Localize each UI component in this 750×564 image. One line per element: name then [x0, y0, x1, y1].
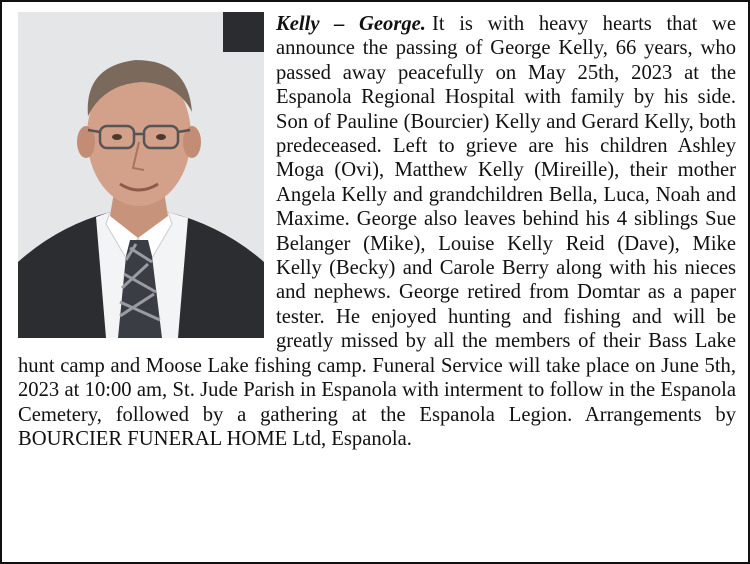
portrait-illustration: [18, 12, 264, 338]
background-dark-corner: [223, 12, 264, 52]
obituary-body: It is with heavy hearts that we announce the passing of George Kelly, 66 years, who passed away peacefully on May 25th, 2023 at the Espanola Regional Hospital with family by his side. Son of Pauline (Bourcier) Kelly and Gerard Kelly, both predeceased. Left to grieve are his children Ashley Moga (Ovi), Matthew Kelly (Mireille), their mother Angela Kelly and grandchildren Bella, Luca, Noah and Maxime. George also leaves behind his 4 siblings Sue Belanger (Mike), Louise Kelly Reid (Dave), Mike Kelly (Becky) and Carole Berry along with his nieces and nephews. George retired from Domtar as a paper tester. He enjoyed hunting and fishing and will be greatly missed by all the members of their Bass Lake hunt camp and Moose Lake fishing camp. Funeral Service will take place on June 5th, 2023 at 10:00 am, St. Jude Parish in Espanola with interment to follow in the Espanola Cemetery, followed by a gathering at the Espanola Legion. Arrangements by BOURCIER FUNERAL HOME Ltd, Espanola.: [18, 13, 736, 450]
obituary-heading: Kelly – George.: [276, 13, 426, 35]
portrait-photo: [18, 12, 264, 338]
left-eye: [112, 134, 122, 140]
right-eye: [156, 134, 166, 140]
